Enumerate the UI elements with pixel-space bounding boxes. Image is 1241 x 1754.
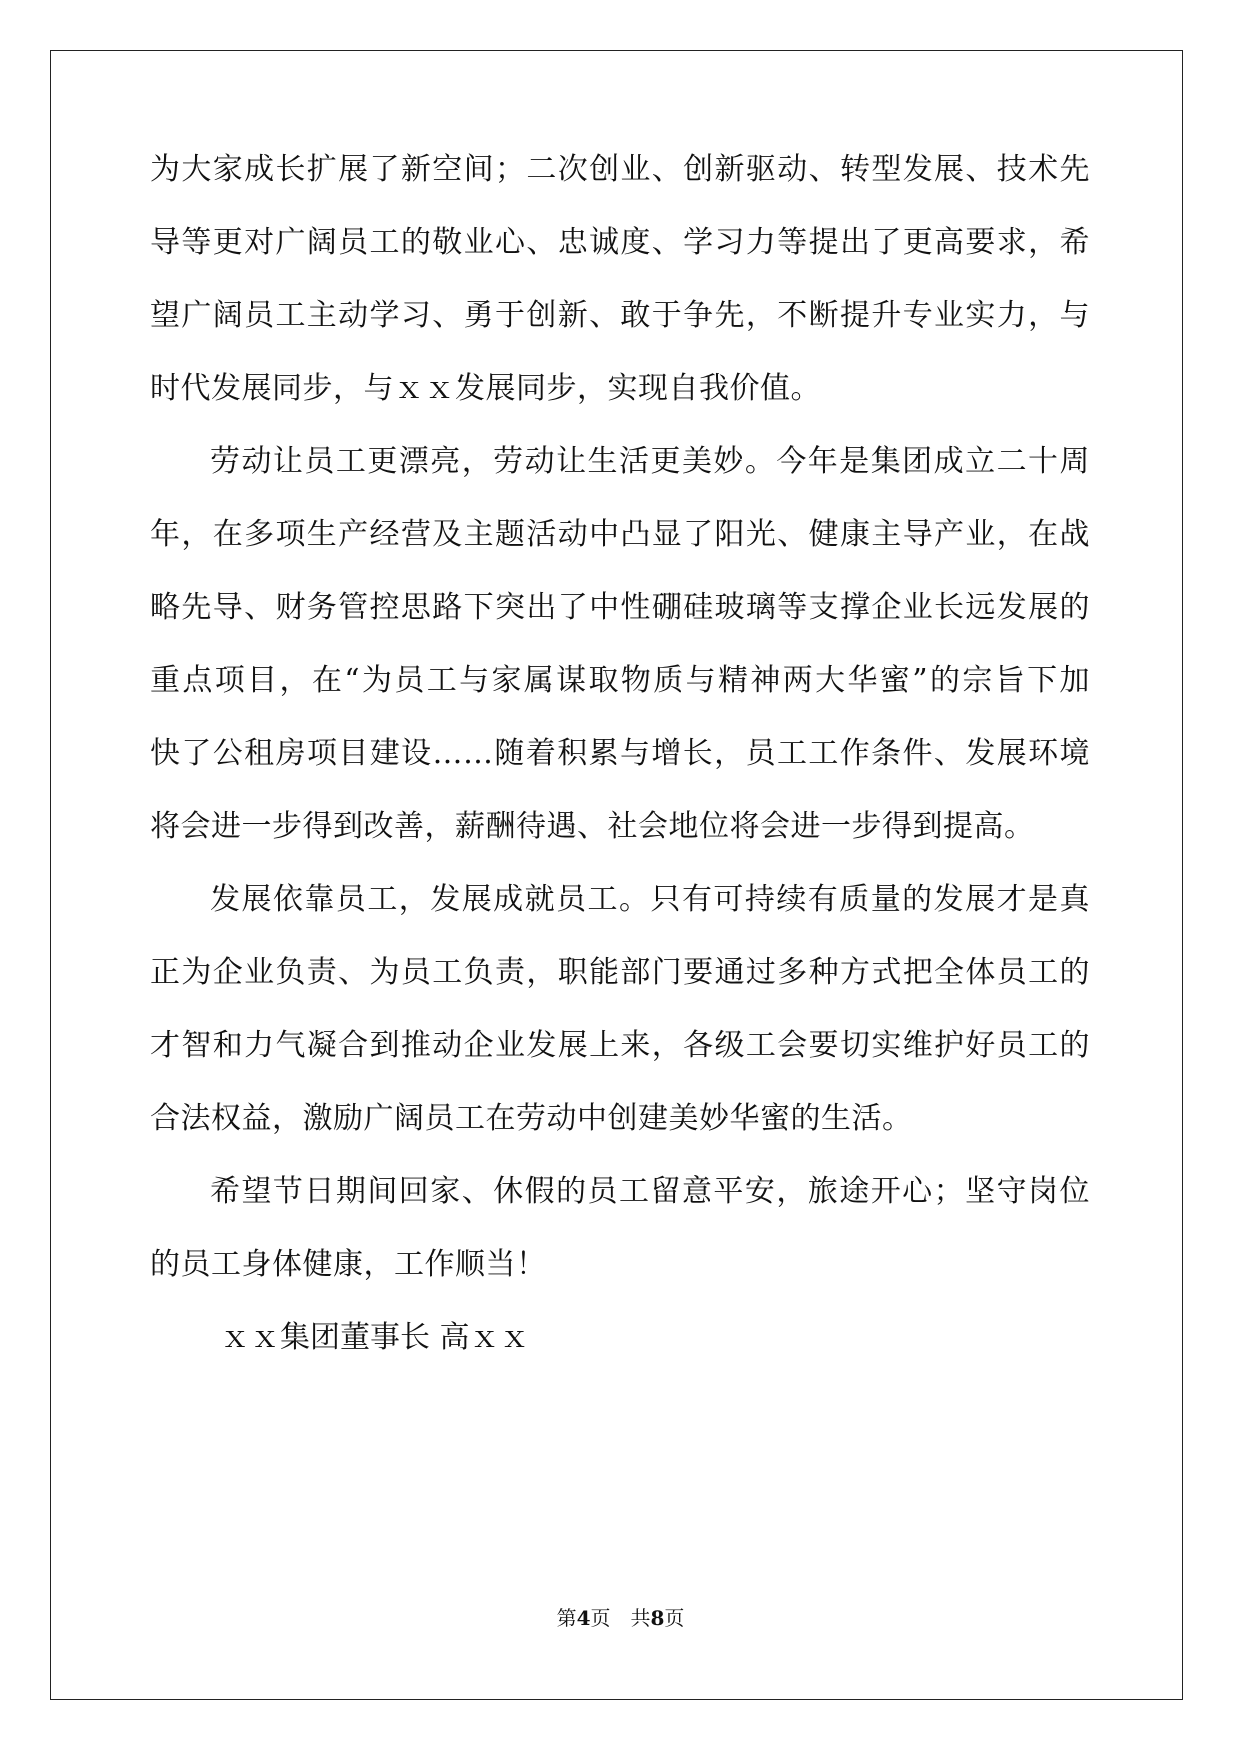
body-line: 导等更对广阔员工的敬业心、忠诚度、学习力等提出了更高要求，希	[150, 225, 1090, 260]
current-page-number: 4	[576, 1606, 591, 1630]
body-line: 略先导、财务管控思路下突出了中性硼硅玻璃等支撑企业长远发展的	[150, 590, 1090, 625]
body-line: 才智和力气凝合到推动企业发展上来，各级工会要切实维护好员工的	[150, 1028, 1090, 1063]
body-line: 时代发展同步，与ｘｘ发展同步，实现自我价值。	[150, 371, 821, 406]
body-line: 正为企业负责、为员工负责，职能部门要通过多种方式把全体员工的	[150, 955, 1090, 990]
total-pages-number: 8	[650, 1606, 665, 1630]
page-footer	[0, 1604, 1241, 1632]
signature: ｘｘ集团董事长 高ｘｘ	[220, 1320, 530, 1355]
footer-prefix: 第	[556, 1606, 577, 1630]
body-line: 望广阔员工主动学习、勇于创新、敢于争先，不断提升专业实力，与	[150, 298, 1090, 333]
body-line: 年，在多项生产经营及主题活动中凸显了阳光、健康主导产业，在战	[150, 517, 1090, 552]
body-line: 快了公租房项目建设……随着积累与增长，员工工作条件、发展环境	[150, 736, 1090, 771]
footer-middle: 页 共	[590, 1606, 651, 1630]
body-line: 将会进一步得到改善，薪酬待遇、社会地位将会进一步得到提高。	[150, 809, 1035, 844]
body-line: 重点项目，在“为员工与家属谋取物质与精神两大华蜜”的宗旨下加	[150, 663, 1090, 698]
body-line: 合法权益，激励广阔员工在劳动中创建美妙华蜜的生活。	[150, 1101, 913, 1136]
body-line: 的员工身体健康，工作顺当！	[150, 1247, 547, 1282]
body-line: 发展依靠员工，发展成就员工。只有可持续有质量的发展才是真	[210, 882, 1090, 917]
body-line: 劳动让员工更漂亮，劳动让生活更美妙。今年是集团成立二十周	[210, 444, 1090, 479]
body-line: 为大家成长扩展了新空间；二次创业、创新驱动、转型发展、技术先	[150, 152, 1090, 187]
footer-suffix: 页	[664, 1606, 685, 1630]
body-line: 希望节日期间回家、休假的员工留意平安，旅途开心；坚守岗位	[210, 1174, 1090, 1209]
